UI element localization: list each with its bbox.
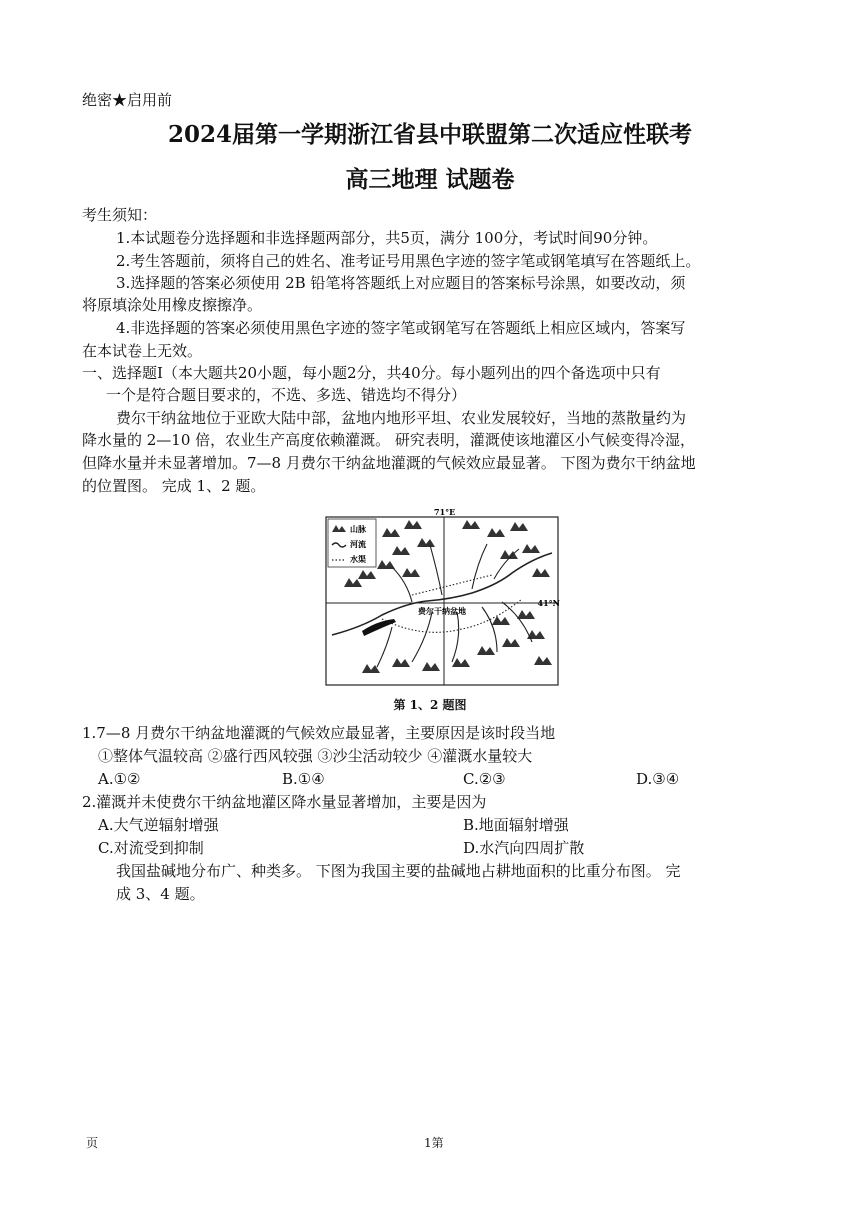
question-1-option-d: D.③④	[636, 770, 680, 788]
exam-subtitle: 高三地理 试题卷	[345, 166, 515, 193]
passage-line: 的位置图。 完成 1、2 题。	[82, 477, 266, 495]
question-2-option-d: D.水汽向四周扩散	[463, 839, 585, 857]
question-2-option-a: A.大气逆辐射增强	[98, 816, 219, 834]
exam-title: 2024届第一学期浙江省县中联盟第二次适应性联考	[167, 121, 692, 148]
confidential-mark: 绝密★启用前	[82, 91, 173, 109]
passage-2-line: 成 3、4 题。	[116, 885, 205, 903]
passage-line: 降水量的 2—10 倍，农业生产高度依赖灌溉。 研究表明，灌溉使该地灌区小气候变得冷湿，	[82, 431, 695, 449]
question-2-option-b: B.地面辐射增强	[463, 816, 569, 834]
page-number: 1第	[424, 1136, 444, 1150]
section-heading-cont: 一个是符合题目要求的，不选、多选、错选均不得分）	[106, 386, 467, 404]
question-1-option-b: B.①④	[282, 770, 325, 788]
question-1-stem: 1.7—8 月费尔干纳盆地灌溉的气候效应最显著，主要原因是该时段当地	[82, 724, 556, 742]
figure-caption: 第 1、2 题图	[393, 698, 467, 712]
legend-canal-label: 水渠	[350, 554, 366, 564]
footer-left: 页	[86, 1136, 99, 1150]
question-1-option-c: C.②③	[463, 770, 506, 788]
question-1-option-a: A.①②	[98, 770, 141, 788]
section-heading: 一、选择题Ⅰ（本大题共20小题，每小题2分，共40分。每小题列出的四个备选项中只有	[82, 364, 661, 382]
longitude-label: 71°E	[434, 507, 456, 517]
fergana-basin-map	[322, 507, 562, 689]
notice-item-3: 3.选择题的答案必须使用 2B 铅笔将答题纸上对应题目的答案标号涂黑，如要改动，须	[116, 274, 686, 292]
legend-river-label: 河流	[350, 539, 366, 549]
legend-mountain-label: 山脉	[350, 524, 366, 534]
notice-item-3-cont: 将原填涂处用橡皮擦擦净。	[82, 296, 263, 314]
question-1-items: ①整体气温较高 ②盛行西风较强 ③沙尘活动较少 ④灌溉水量较大	[98, 747, 533, 765]
passage-line: 但降水量并未显著增加。7—8 月费尔干纳盆地灌溉的气候效应最显著。 下图为费尔干纳盆地	[82, 454, 696, 472]
latitude-label: 41°N	[537, 598, 560, 608]
basin-label: 费尔干纳盆地	[418, 606, 466, 616]
passage-line: 费尔干纳盆地位于亚欧大陆中部，盆地内地形平坦、农业发展较好，当地的蒸散量约为	[116, 409, 687, 427]
passage-2-line: 我国盐碱地分布广、种类多。 下图为我国主要的盐碱地占耕地面积的比重分布图。 完	[116, 862, 681, 880]
notice-item-2: 2.考生答题前，须将自己的姓名、准考证号用黑色字迹的签字笔或钢笔填写在答题纸上。	[116, 252, 701, 270]
notice-item-1: 1.本试题卷分选择题和非选择题两部分，共5页，满分 100分，考试时间90分钟。	[116, 229, 658, 247]
notice-item-4-cont: 在本试卷上无效。	[82, 342, 203, 360]
question-2-stem: 2.灌溉并未使费尔干纳盆地灌区降水量显著增加，主要是因为	[82, 793, 487, 811]
question-2-option-c: C.对流受到抑制	[98, 839, 204, 857]
notice-item-4: 4.非选择题的答案必须使用黑色字迹的签字笔或钢笔写在答题纸上相应区域内，答案写	[116, 319, 686, 337]
notice-heading: 考生须知：	[82, 206, 158, 224]
